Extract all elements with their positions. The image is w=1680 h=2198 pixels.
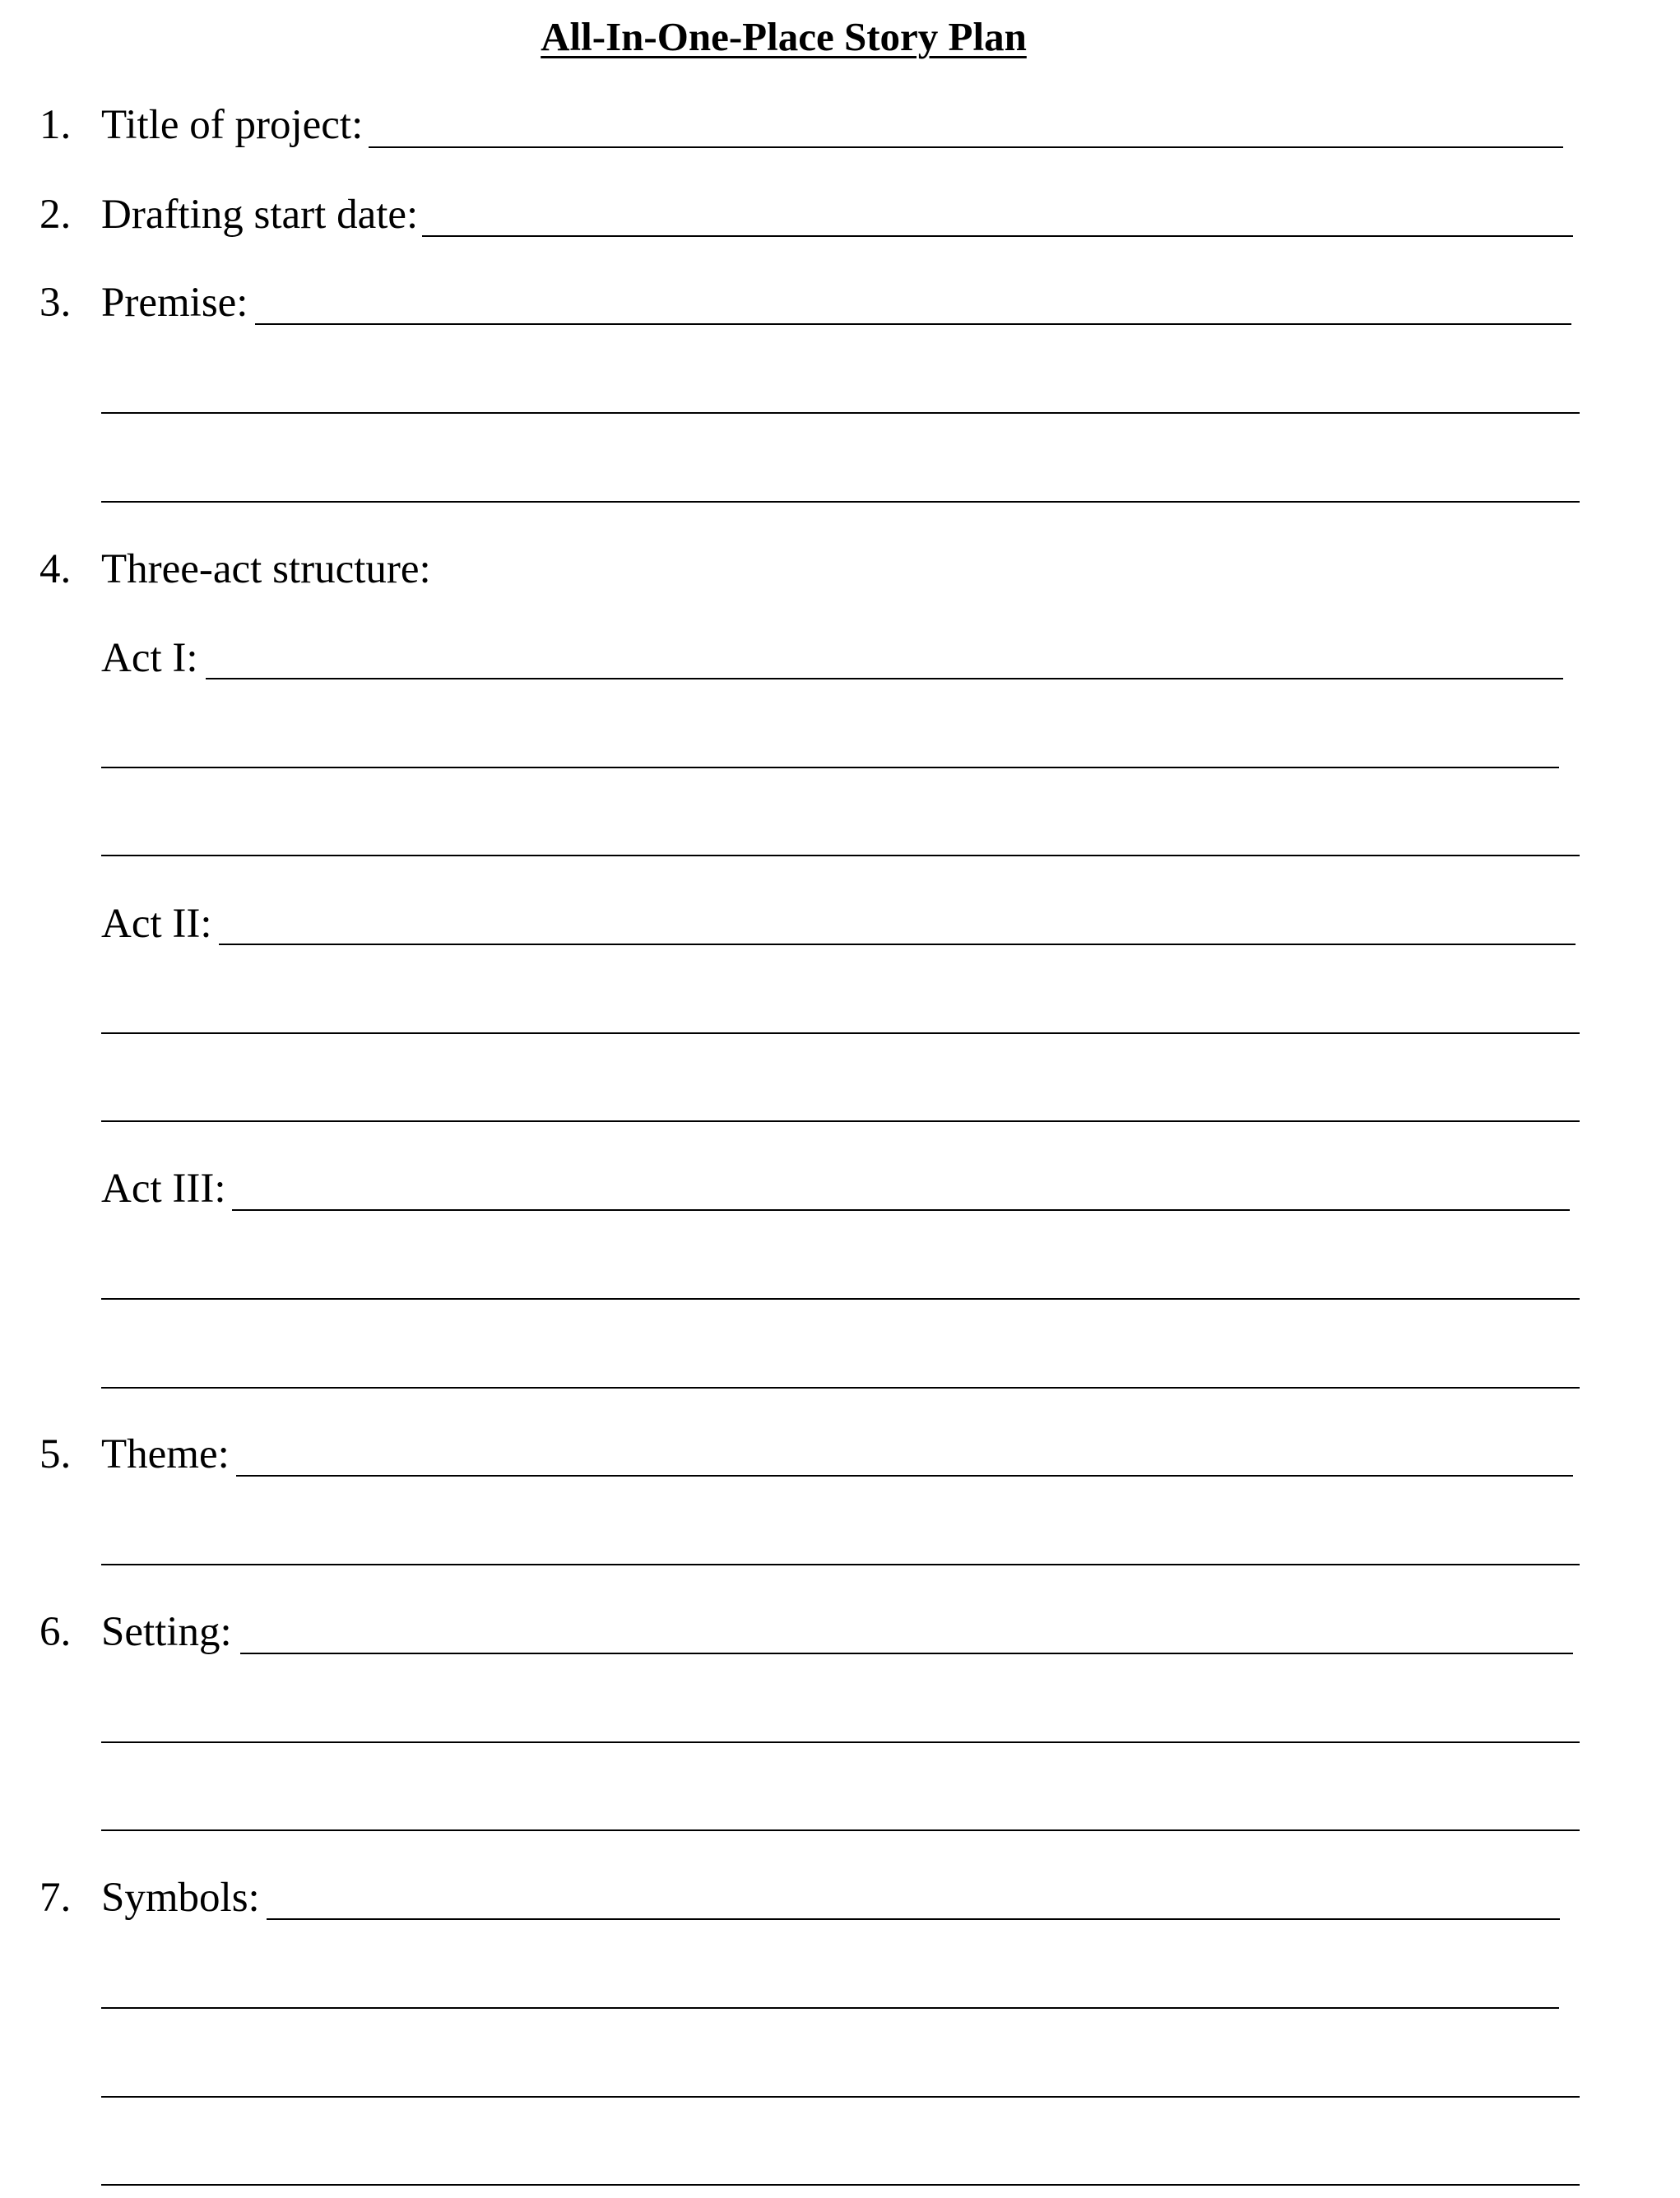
symbols-field-line-4[interactable] xyxy=(101,2184,1580,2186)
symbols-field-line-1[interactable] xyxy=(267,1918,1560,1920)
setting-field-line-3[interactable] xyxy=(101,1829,1580,1831)
item-number: 1. xyxy=(39,102,72,148)
act-three-field-line-3[interactable] xyxy=(101,1387,1580,1389)
item-number: 2. xyxy=(39,192,72,238)
act-three-field-line-2[interactable] xyxy=(101,1298,1580,1300)
act-two-field-line-3[interactable] xyxy=(101,1120,1580,1122)
symbols-field-line-2[interactable] xyxy=(101,2007,1559,2009)
item-number: 6. xyxy=(39,1609,72,1655)
theme-field-line-2[interactable] xyxy=(101,1564,1580,1565)
premise-field-line-3[interactable] xyxy=(101,501,1580,503)
theme-field-line-1[interactable] xyxy=(236,1475,1573,1477)
act-two-field-line-2[interactable] xyxy=(101,1032,1580,1034)
act-two-label: Act II: xyxy=(101,901,212,947)
premise-label: Premise: xyxy=(101,280,248,326)
act-one-field-line-1[interactable] xyxy=(206,678,1563,679)
drafting-start-date-field[interactable] xyxy=(422,235,1573,237)
act-one-field-line-3[interactable] xyxy=(101,855,1580,856)
act-three-field-line-1[interactable] xyxy=(232,1209,1570,1211)
setting-label: Setting: xyxy=(101,1609,232,1655)
item-number: 5. xyxy=(39,1431,72,1477)
premise-field-line-1[interactable] xyxy=(255,323,1571,325)
theme-label: Theme: xyxy=(101,1431,230,1477)
item-number: 3. xyxy=(39,280,72,326)
page-title: All-In-One-Place Story Plan xyxy=(541,14,1027,59)
drafting-start-date-label: Drafting start date: xyxy=(101,192,419,238)
title-of-project-label: Title of project: xyxy=(101,102,364,148)
setting-field-line-1[interactable] xyxy=(240,1653,1573,1654)
act-three-label: Act III: xyxy=(101,1166,226,1212)
act-two-field-line-1[interactable] xyxy=(219,944,1576,945)
three-act-structure-label: Three-act structure: xyxy=(101,546,431,592)
premise-field-line-2[interactable] xyxy=(101,412,1580,414)
item-number: 7. xyxy=(39,1875,72,1921)
title-of-project-field[interactable] xyxy=(369,146,1563,148)
setting-field-line-2[interactable] xyxy=(101,1741,1580,1743)
symbols-label: Symbols: xyxy=(101,1875,260,1921)
symbols-field-line-3[interactable] xyxy=(101,2096,1580,2098)
act-one-field-line-2[interactable] xyxy=(101,767,1559,768)
act-one-label: Act I: xyxy=(101,635,198,681)
item-number: 4. xyxy=(39,546,72,592)
